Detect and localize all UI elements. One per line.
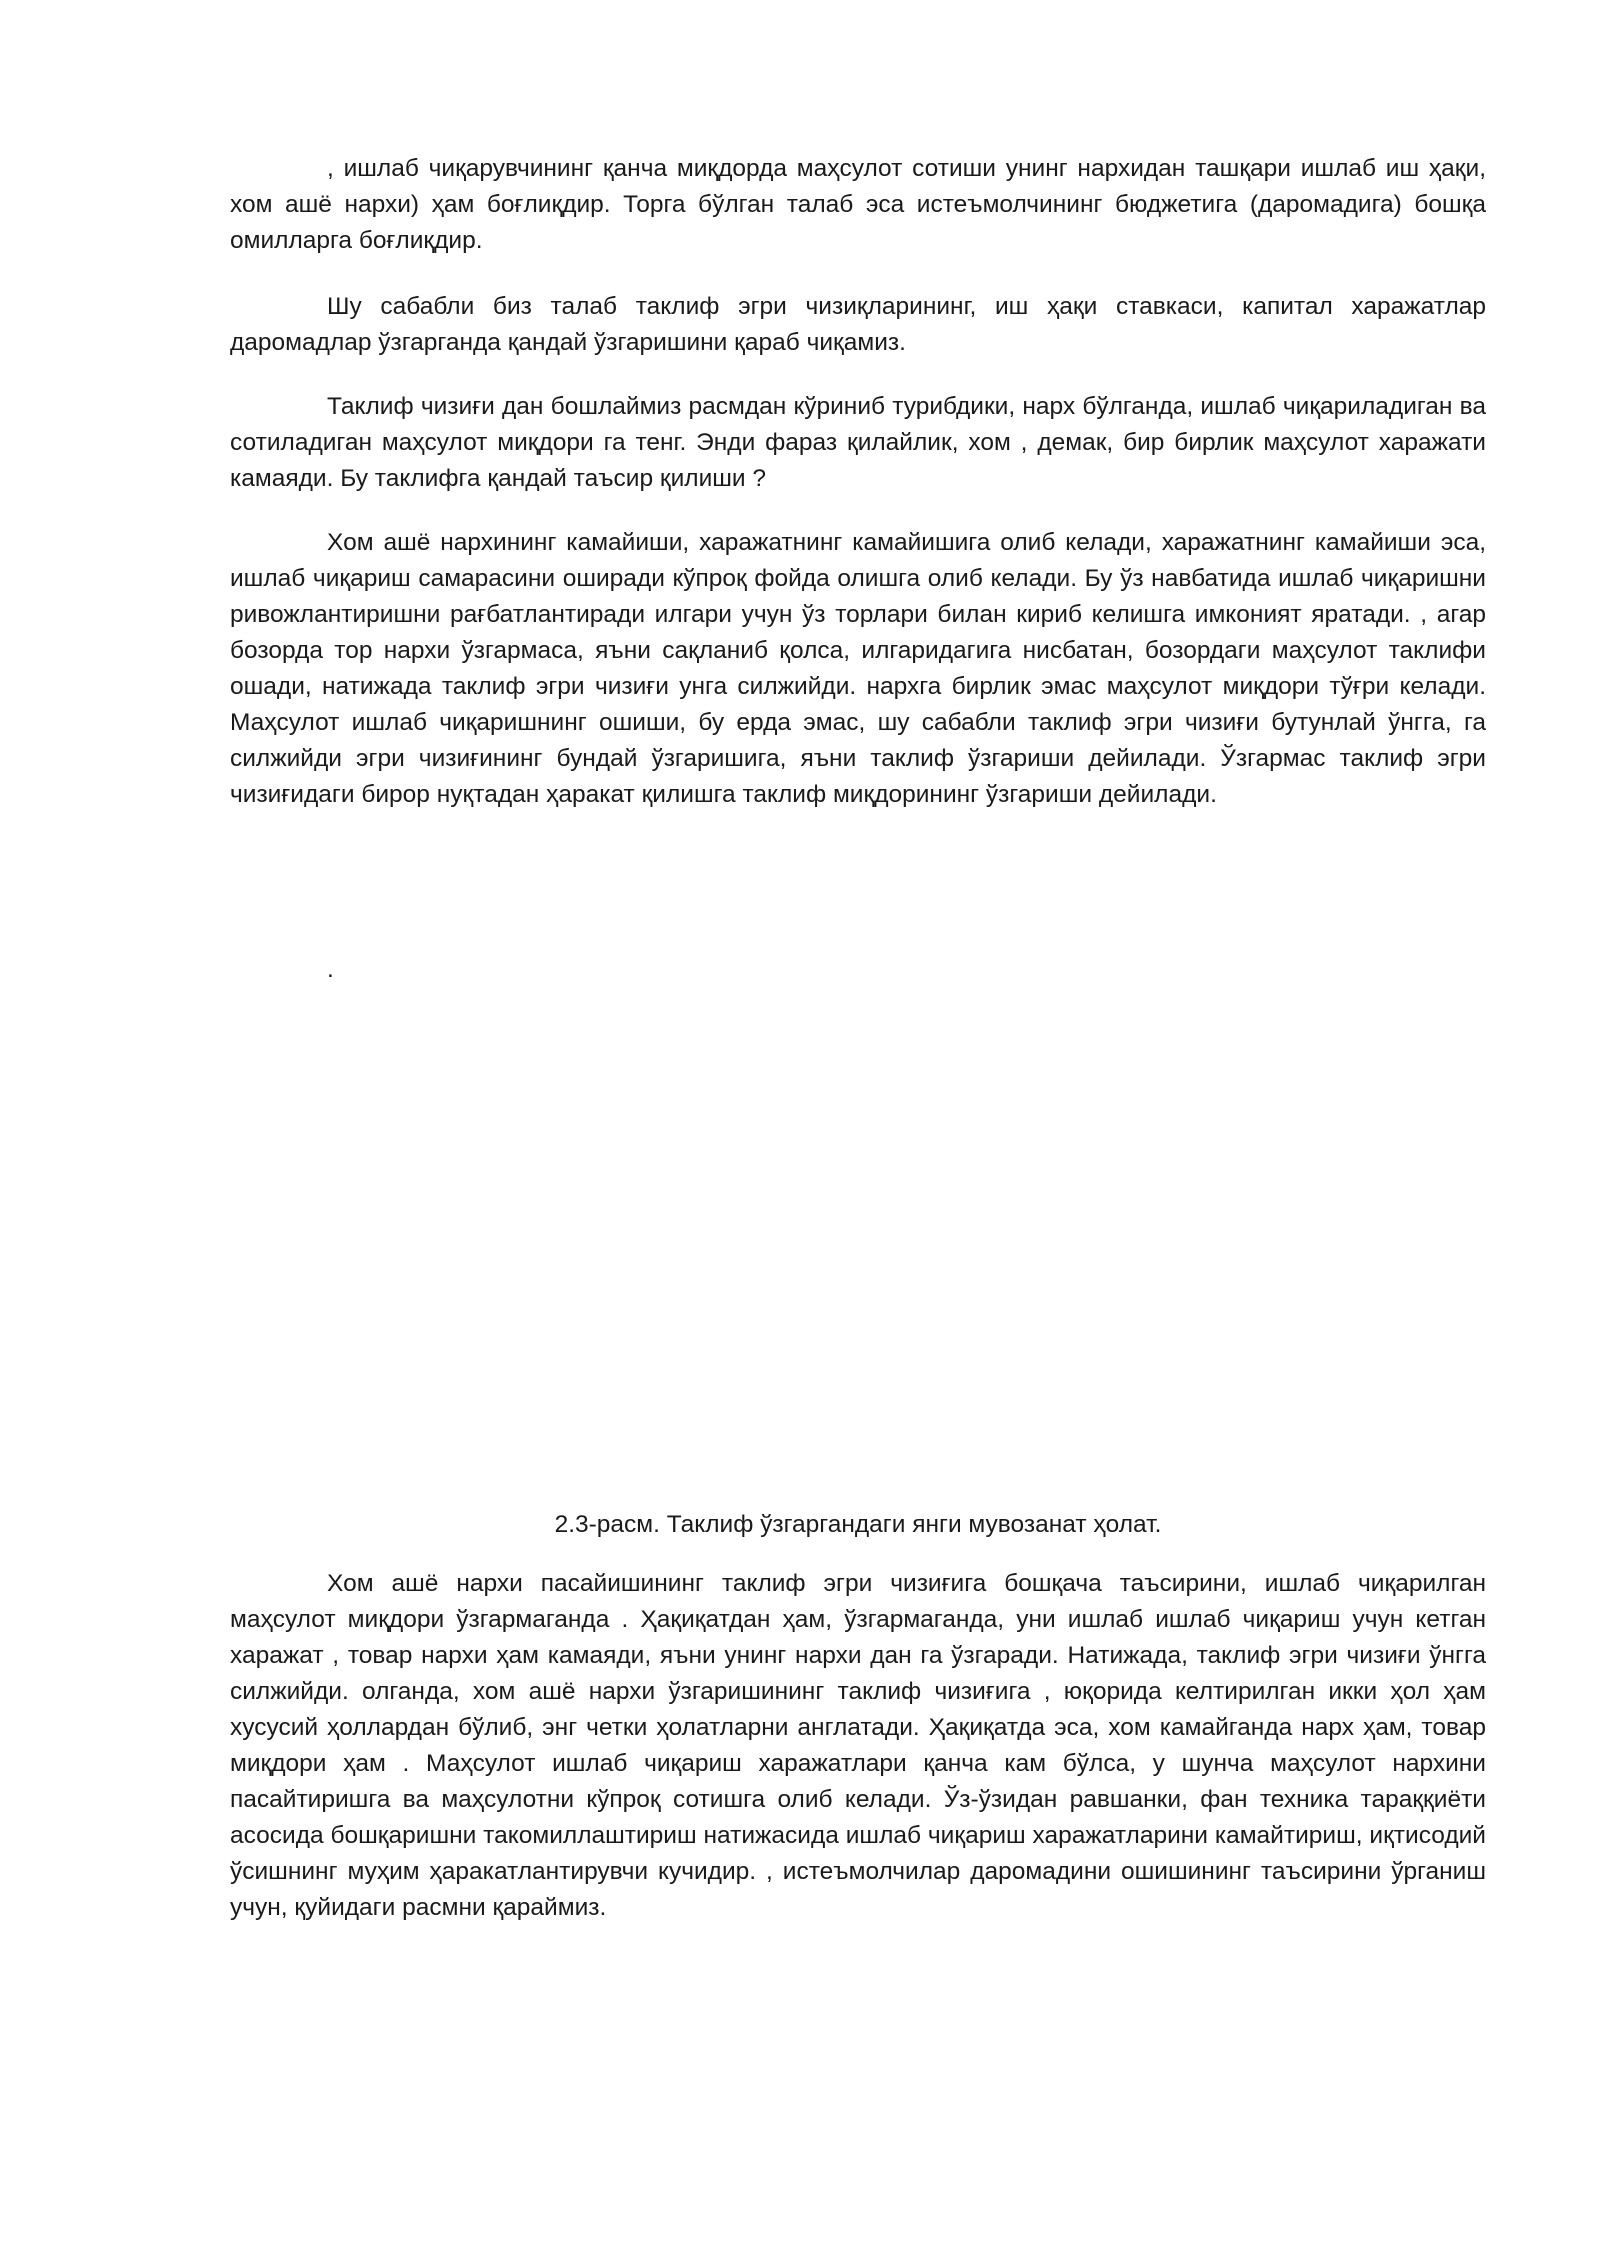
paragraph-4: Хом ашё нархининг камайиши, харажатнинг камайишига олиб келади, харажатнинг камайиши эса, ишлаб чиқариш самарасини оширади кўпроқ фойда олишга олиб келади. Бу ўз навбатида ишлаб чиқаришни ривожлантиришни рағбатлантиради илгари учун ўз торлари билан кириб келишга имконият яратади. , агар бозорда тор нархи ўзгармаса, яъни сақланиб қолса, илгаридагига нисбатан, бозордаги маҳсулот таклифи ошади, натижада таклиф эгри чизиғи унга силжийди. нархга бирлик эмас маҳсулот миқдори тўғри келади. Маҳсулот ишлаб чиқаришнинг ошиши, бу ерда эмас, шу сабабли таклиф эгри чизиғи бутунлай ўнгга, га силжийди эгри чизиғининг бундай ўзгаришига, яъни таклиф ўзгариши дейилади. Ўзгармас таклиф эгри чизиғидаги бирор нуқтадан ҳаракат қилишга таклиф миқдорининг ўзгариши дейилади. [230, 529, 1486, 808]
figure-caption: 2.3-расм. Таклиф ўзгаргандаги янги мувозанат ҳолат. [554, 1511, 1162, 1538]
paragraph-1: , ишлаб чиқарувчининг қанча миқдорда маҳсулот сотиши унинг нархидан ташқари ишлаб иш ҳақи, хом ашё нархи) ҳам боғлиқдир. Торга бўлган талаб эса истеъмолчининг бюджетига (даромадига) бошқа омилларга боғлиқдир. [230, 155, 1486, 254]
paragraph-2: Шу сабабли биз талаб таклиф эгри чизиқларининг, иш ҳақи ставкаси, капитал харажатлар даромадлар ўзгарганда қандай ўзгаришини қараб чиқамиз. [230, 293, 1486, 356]
paragraph-3: Таклиф чизиғи дан бошлаймиз расмдан кўриниб турибдики, нарх бўлганда, ишлаб чиқариладиган ва сотиладиган маҳсулот миқдори га тенг. Энди фараз қилайлик, хом , демак, бир бирлик маҳсулот харажати камаяди. Бу таклифга қандай таъсир қилиши ? [230, 393, 1486, 492]
stray-mark: . [327, 956, 334, 983]
figure-placeholder [230, 1000, 1486, 1490]
closing-paragraph: Хом ашё нархи пасайишининг таклиф эгри чизиғига бошқача таъсирини, ишлаб чиқарилган маҳсулот миқдори ўзгармаганда . Ҳақиқатдан ҳам, ўзгармаганда, уни ишлаб ишлаб чиқариш учун кетган харажат , товар нархи ҳам камаяди, яъни унинг нархи дан га ўзгаради. Натижада, таклиф эгри чизиғи ўнгга силжийди. олганда, хом ашё нархи ўзгаришининг таклиф чизиғига , юқорида келтирилган икки ҳол ҳам хусусий ҳоллардан бўлиб, энг четки ҳолатларни англатади. Ҳақиқатда эса, хом камайганда нарх ҳам, товар миқдори ҳам . Маҳсулот ишлаб чиқариш харажатлари қанча кам бўлса, у шунча маҳсулот нархини пасайтиришга ва маҳсулотни кўпроқ сотишга олиб келади. Ўз-ўзидан равшанки, фан техника тараққиёти асосида бошқаришни такомиллаштириш натижасида ишлаб чиқариш харажатларини камайтириш, иқтисодий ўсишнинг муҳим ҳаракатлантирувчи кучидир. , истеъмолчилар даромадини ошишининг таъсирини ўрганиш учун, қуйидаги расмни қараймиз. [230, 1570, 1486, 1921]
